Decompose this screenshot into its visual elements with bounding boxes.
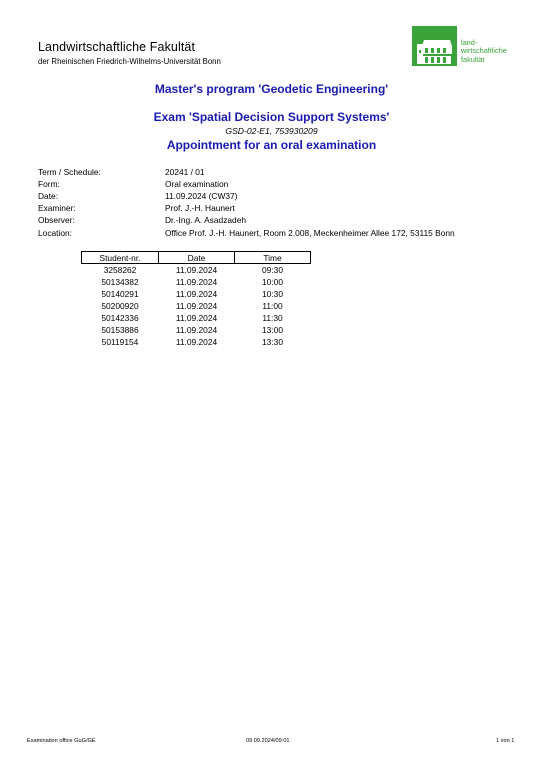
info-label: Date: bbox=[38, 191, 59, 201]
student-nr-cell: 50200920 bbox=[101, 301, 139, 311]
footer-timestamp: 09.09.2024/09:01 bbox=[246, 738, 290, 744]
student-nr-cell: 50140291 bbox=[101, 289, 139, 299]
student-nr-cell: 50142336 bbox=[101, 313, 139, 323]
info-label: Examiner: bbox=[38, 203, 76, 213]
logo-line: land- bbox=[461, 38, 478, 47]
info-row-examiner bbox=[38, 203, 518, 215]
date-cell: 11.09.2024 bbox=[175, 325, 218, 335]
date-cell: 11.09.2024 bbox=[175, 313, 218, 323]
student-nr-cell: 50134382 bbox=[101, 277, 139, 287]
date-cell: 11.09.2024 bbox=[175, 337, 218, 347]
exam-code: GSD-02-E1, 753930209 bbox=[225, 126, 318, 136]
time-cell: 11:30 bbox=[262, 313, 283, 323]
info-value: Office Prof. J.-H. Haunert, Room 2.008, Meckenheimer Allee 172, 53115 Bonn bbox=[165, 228, 455, 238]
faculty-title: Landwirtschaftliche Fakultät bbox=[38, 40, 196, 54]
logo-line: wirtschaftliche bbox=[461, 46, 507, 56]
info-label: Term / Schedule: bbox=[38, 167, 101, 177]
time-cell: 11:00 bbox=[262, 301, 283, 311]
footer-office: Examination office GuG/GE bbox=[27, 738, 96, 744]
info-label: Form: bbox=[38, 179, 60, 189]
info-row-observer bbox=[38, 215, 518, 227]
program-title: Master's program 'Geodetic Engineering' bbox=[154, 82, 389, 96]
date-cell: 11.09.2024 bbox=[175, 301, 218, 311]
info-row-location bbox=[38, 228, 518, 240]
time-cell: 10:00 bbox=[262, 277, 283, 287]
student-nr-cell: 50119154 bbox=[101, 337, 139, 347]
column-header-time: Time bbox=[235, 252, 311, 264]
time-cell: 10:30 bbox=[262, 289, 283, 299]
footer-page-number: 1 von 1 bbox=[496, 738, 515, 744]
logo-line: fakultät bbox=[461, 54, 485, 64]
table-row bbox=[82, 288, 311, 300]
time-cell: 13:30 bbox=[262, 337, 283, 347]
table-row bbox=[82, 336, 311, 348]
info-value: Prof. J.-H. Haunert bbox=[165, 203, 235, 213]
appointment-title: Appointment for an oral examination bbox=[166, 138, 377, 152]
column-header-student-nr: Student-nr. bbox=[82, 252, 159, 264]
table-row bbox=[82, 276, 311, 288]
university-subtitle: der Rheinischen Friedrich-Wilhelms-Universität Bonn bbox=[38, 57, 221, 66]
info-label: Observer: bbox=[38, 215, 75, 225]
date-cell: 11.09.2024 bbox=[175, 265, 218, 275]
student-nr-cell: 3258262 bbox=[103, 265, 137, 275]
date-cell: 11.09.2024 bbox=[175, 277, 218, 287]
table-header-row bbox=[82, 252, 311, 264]
exam-title: Exam 'Spatial Decision Support Systems' bbox=[153, 110, 390, 124]
column-header-date: Date bbox=[159, 252, 235, 264]
table-row bbox=[82, 300, 311, 312]
logo-text bbox=[461, 39, 507, 64]
date-cell: 11.09.2024 bbox=[175, 289, 218, 299]
table-row bbox=[82, 324, 311, 336]
appointment-table bbox=[81, 251, 311, 348]
info-value: Dr.-Ing. A. Asadzadeh bbox=[165, 215, 247, 225]
table-row bbox=[82, 264, 311, 277]
info-value: 11.09.2024 (CW37) bbox=[165, 191, 238, 201]
time-cell: 13:00 bbox=[262, 325, 283, 335]
info-value: Oral examination bbox=[165, 179, 229, 189]
info-row-date bbox=[38, 191, 518, 203]
student-nr-cell: 50153886 bbox=[101, 325, 139, 335]
info-row-term bbox=[38, 167, 518, 179]
info-row-form bbox=[38, 179, 518, 191]
info-value: 20241 / 01 bbox=[165, 167, 205, 177]
info-label: Location: bbox=[38, 228, 72, 238]
time-cell: 09:30 bbox=[262, 265, 283, 275]
table-row bbox=[82, 312, 311, 324]
